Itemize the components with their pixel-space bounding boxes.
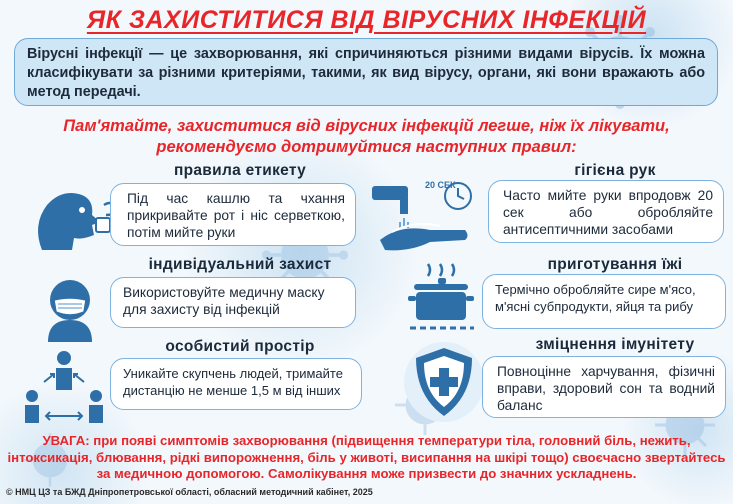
card-etiquette: Під час кашлю та чхання прикривайте рот і ніс серветкою, потім мийте руки bbox=[110, 183, 356, 246]
remember-text bbox=[0, 116, 733, 158]
intro-box: Вірусні інфекції — це захворювання, які спричиняються різними видами вірусів. Їх можна класифікувати за різними критеріями, такими, як вид вірусу, органи, які вони вражають або метод передачі. bbox=[14, 38, 718, 106]
heading-protection: індивідуальний захист bbox=[148, 256, 332, 273]
heading-cooking: приготування їжі bbox=[547, 256, 683, 273]
warning-text: УВАГА: при появі симптомів захворювання (підвищення температури тіла, головний біль, нежить, інтоксикація, блювання, рідкі випорожнення, біль у животі, висипання на шкірі тощо) своєчасно звертайтесь за медичною допомогою. Самолікування може призвести до значних ускладнень. bbox=[7, 433, 726, 481]
distance-icon bbox=[14, 348, 114, 423]
card-space: Уникайте скупчень людей, тримайте дистанцію не менше 1,5 м від інших bbox=[110, 358, 362, 410]
page-title: ЯК ЗАХИСТИТИСЯ ВІД ВІРУСНИХ ІНФЕКЦІЙ bbox=[86, 6, 647, 34]
heading-etiquette: правила етикету bbox=[173, 162, 307, 179]
heading-hygiene: гігієна рук bbox=[574, 162, 656, 179]
card-hygiene: Часто мийте руки впродовж 20 сек або обробляйте антисептичними засобами bbox=[488, 180, 724, 243]
cooking-pot-icon bbox=[400, 262, 485, 337]
remember-line-1: Пам'ятайте, захиститися від вірусних інфекцій легше, ніж їх лікувати, bbox=[63, 117, 670, 135]
heading-space: особистий простір bbox=[165, 338, 315, 355]
timer-label: 20 СЕК bbox=[425, 180, 456, 190]
heading-immunity: зміцнення імунітету bbox=[535, 336, 695, 353]
card-protection: Використовуйте медичну маску для захисту від інфекцій bbox=[110, 277, 356, 328]
card-cooking: Термічно обробляйте сире м'ясо, м'ясні субпродукти, яйця та рибу bbox=[482, 274, 726, 329]
copyright-text: © НМЦ ЦЗ та БЖД Дніпропетровської області, обласний методичний кабінет, 2025 bbox=[6, 487, 373, 497]
remember-line-2: рекомендуємо дотримуйтися наступних правил: bbox=[156, 138, 577, 156]
immunity-shield-icon bbox=[400, 340, 488, 425]
card-immunity: Повноцінне харчування, фізичні вправи, здоровий сон та водний баланс bbox=[482, 356, 726, 418]
handwash-icon bbox=[370, 180, 485, 255]
